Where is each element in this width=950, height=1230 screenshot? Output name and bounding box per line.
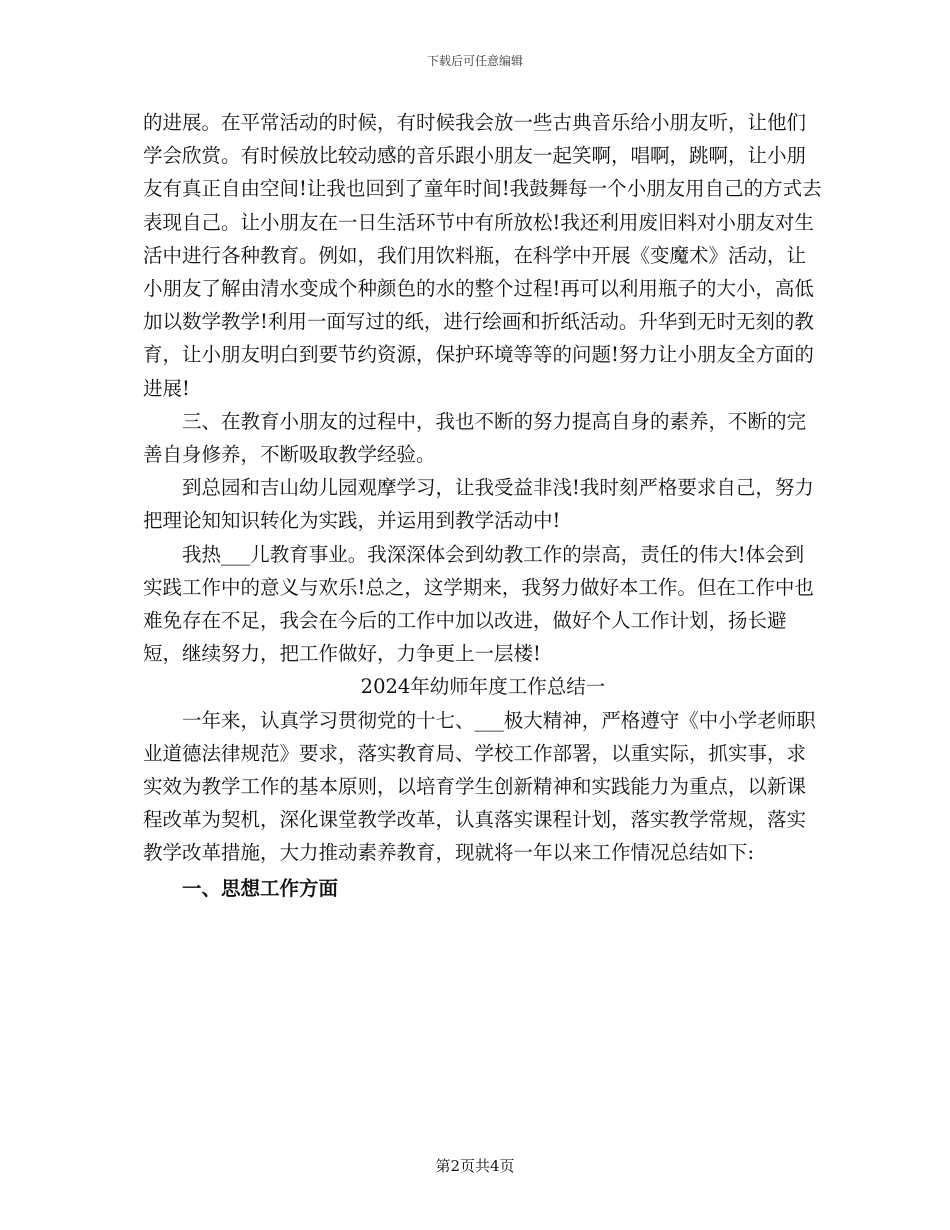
document-title: 2024年幼师年度工作总结一 [360,675,606,699]
paragraph-observation: 到总园和吉山幼儿园观摩学习，让我受益非浅!我时刻严格要求自己，努力把理论知知识转化为实践，并运用到教学活动中! [143,476,814,533]
document-body [143,106,823,905]
paragraph-continued: 的进展。在平常活动的时候，有时候我会放一些古典音乐给小朋友听，让他们学会欣赏。有时候放比较动感的音乐跟小朋友一起笑啊，唱啊，跳啊，让小朋友有真正自由空间!让我也回到了童年时间!我鼓舞每一个小朋友用自己的方式去表现自己。让小朋友在一日生活环节中有所放松!我还利用废旧料对小朋友对生活中进行各种教育。例如，我们用饮料瓶，在科学中开展《变魔术》活动，让小朋友了解由清水变成个种颜色的水的整个过程!再可以利用瓶子的大小，高低加以数学教学!利用一面写过的纸，进行绘画和折纸活动。升华到无时无刻的教育，让小朋友明白到要节约资源，保护环境等等的问题!努力让小朋友全方面的进展! [143,111,822,400]
section-heading: 一、思想工作方面 [182,876,339,900]
paragraph-intro: 一年来，认真学习贯彻党的十七、___极大精神，严格遵守《中小学老师职业道德法律规范》要求，落实教育局、学校工作部署，以重实际，抓实事，求实效为教学工作的基本原则，以培育学生创新精神和实践能力为重点，以新课程改革为契机，深化课堂教学改革，认真落实课程计划，落实教学常规，落实教学改革措施，大力推动素养教育，现就将一年以来工作情况总结如下: [143,708,816,865]
page-header-note: 下载后可任意编辑 [426,54,523,68]
page-number: 第2页共4页 [435,1157,515,1175]
paragraph-summary: 我热___儿教育事业。我深深体会到幼教工作的崇高，责任的伟大!体会到实践工作中的意义与欢乐!总之，这学期来，我努力做好本工作。但在工作中也难免存在不足，我会在今后的工作中加以改进，做好个人工作计划，扬长避短，继续努力，把工作做好，力争更上一层楼! [143,542,814,666]
paragraph-section-three: 三、在教育小朋友的过程中，我也不断的努力提高自身的素养，不断的完善自身修养，不断吸取教学经验。 [143,409,807,467]
